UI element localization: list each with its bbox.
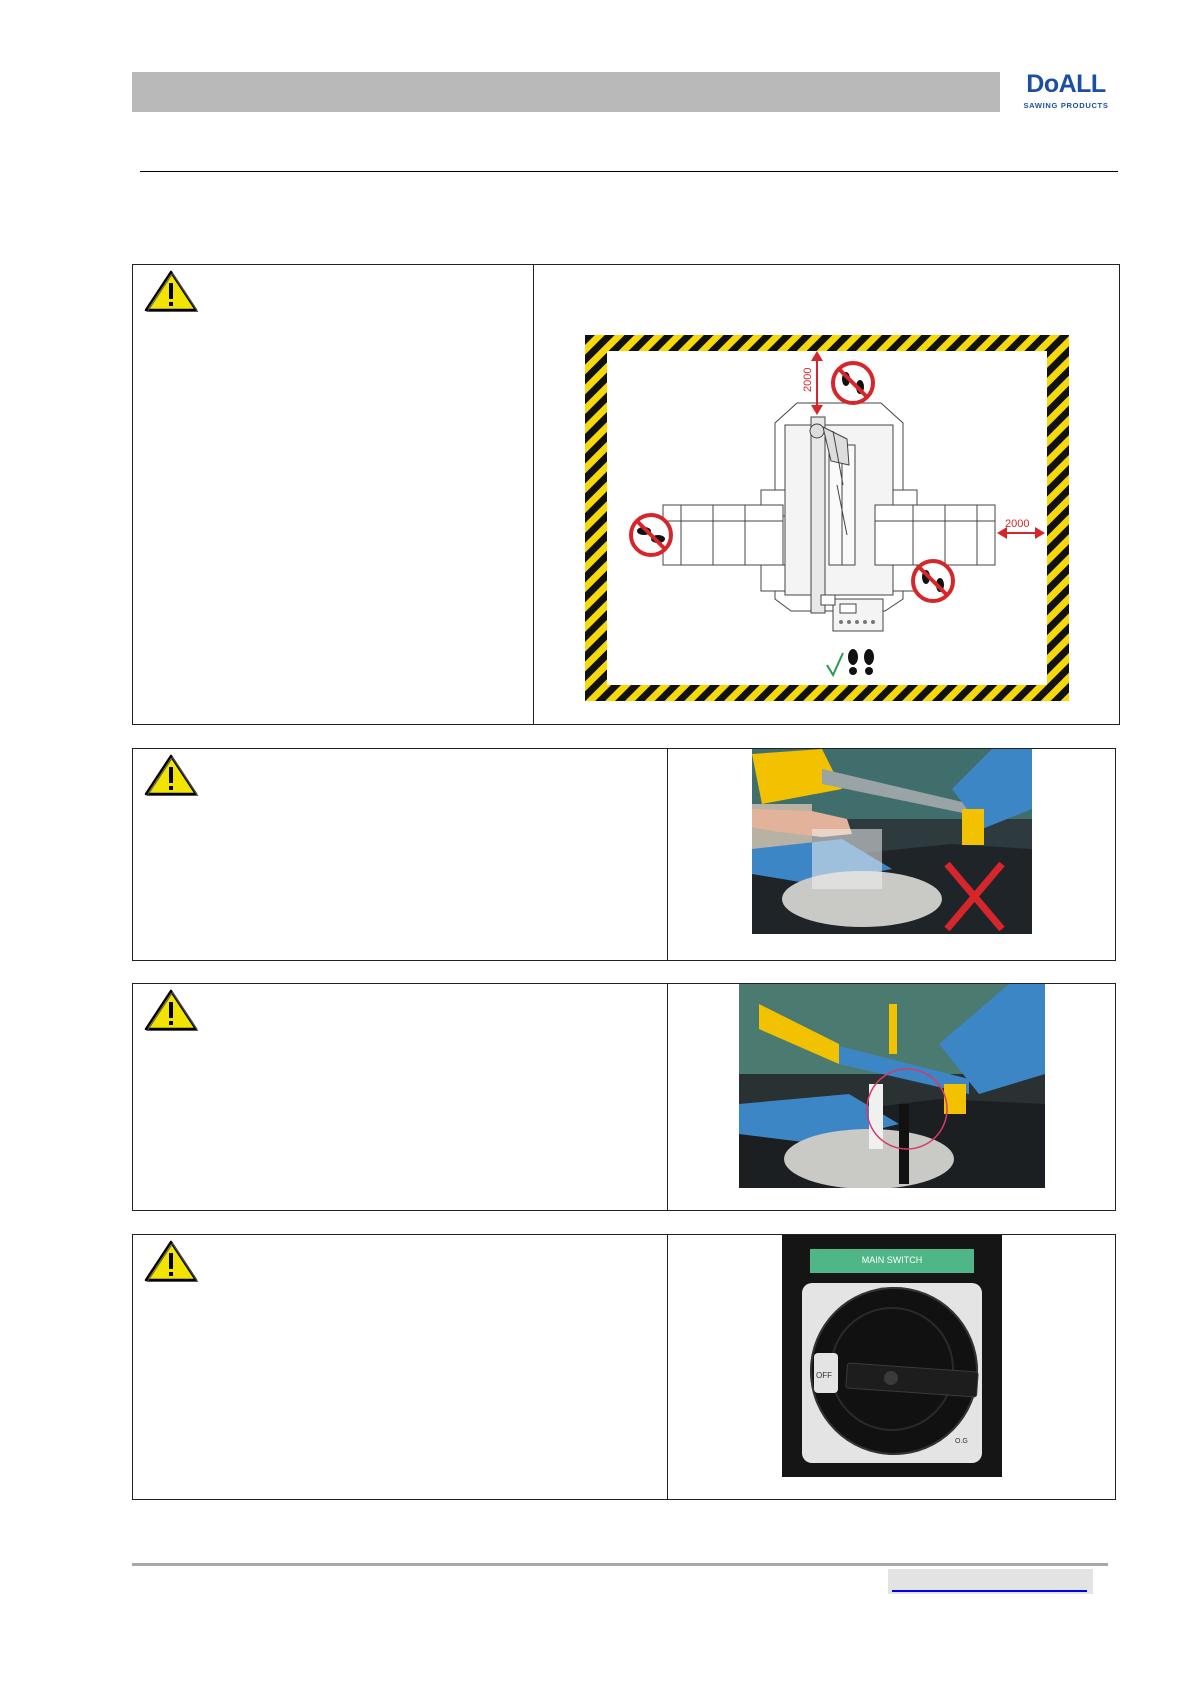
footer-rule	[132, 1563, 1108, 1566]
blade-guard-photo	[739, 984, 1045, 1188]
no-standing-icon-front	[913, 561, 953, 601]
safety-box-main-switch	[132, 1234, 1116, 1500]
hazard-border-right	[1047, 335, 1069, 701]
box-divider	[667, 1235, 668, 1499]
hand-near-blade-photo	[752, 749, 1032, 934]
no-standing-icon-top	[833, 363, 873, 403]
warning-triangle-icon	[143, 988, 199, 1032]
hazard-border-bottom	[585, 685, 1069, 701]
top-distance-label: 2000	[802, 367, 814, 392]
box-divider	[533, 265, 534, 724]
footer-link-underline	[892, 1590, 1087, 1592]
no-standing-icon-left	[631, 515, 671, 555]
header-rule	[140, 171, 1118, 172]
operator-footprints-icon	[848, 649, 874, 675]
main-switch-label: MAIN SWITCH	[861, 1255, 923, 1265]
warning-triangle-icon	[143, 753, 199, 797]
switch-off-label: OFF	[816, 1371, 832, 1380]
safety-box-guard	[132, 983, 1116, 1211]
box-divider	[667, 984, 668, 1210]
box-divider	[667, 749, 668, 960]
switch-on-label: O.G	[955, 1438, 968, 1445]
hazard-border-left	[585, 335, 607, 701]
footer-link-area[interactable]	[888, 1569, 1093, 1594]
header-bar	[132, 72, 1000, 112]
warning-triangle-icon	[143, 269, 199, 313]
safety-box-work-area	[132, 264, 1120, 725]
work-area-diagram	[585, 335, 1069, 701]
side-distance-label: 2000	[1005, 518, 1030, 530]
checkmark-icon	[827, 653, 843, 675]
doall-logo	[1020, 68, 1112, 114]
switch-screw-icon	[884, 1371, 898, 1385]
main-switch-photo	[782, 1235, 1002, 1477]
safety-box-hands	[132, 748, 1116, 961]
hazard-border-top	[585, 335, 1069, 351]
logo-text: DoALL	[1026, 70, 1106, 98]
warning-triangle-icon	[143, 1239, 199, 1283]
logo-subtitle: SAWING PRODUCTS	[1023, 101, 1109, 110]
